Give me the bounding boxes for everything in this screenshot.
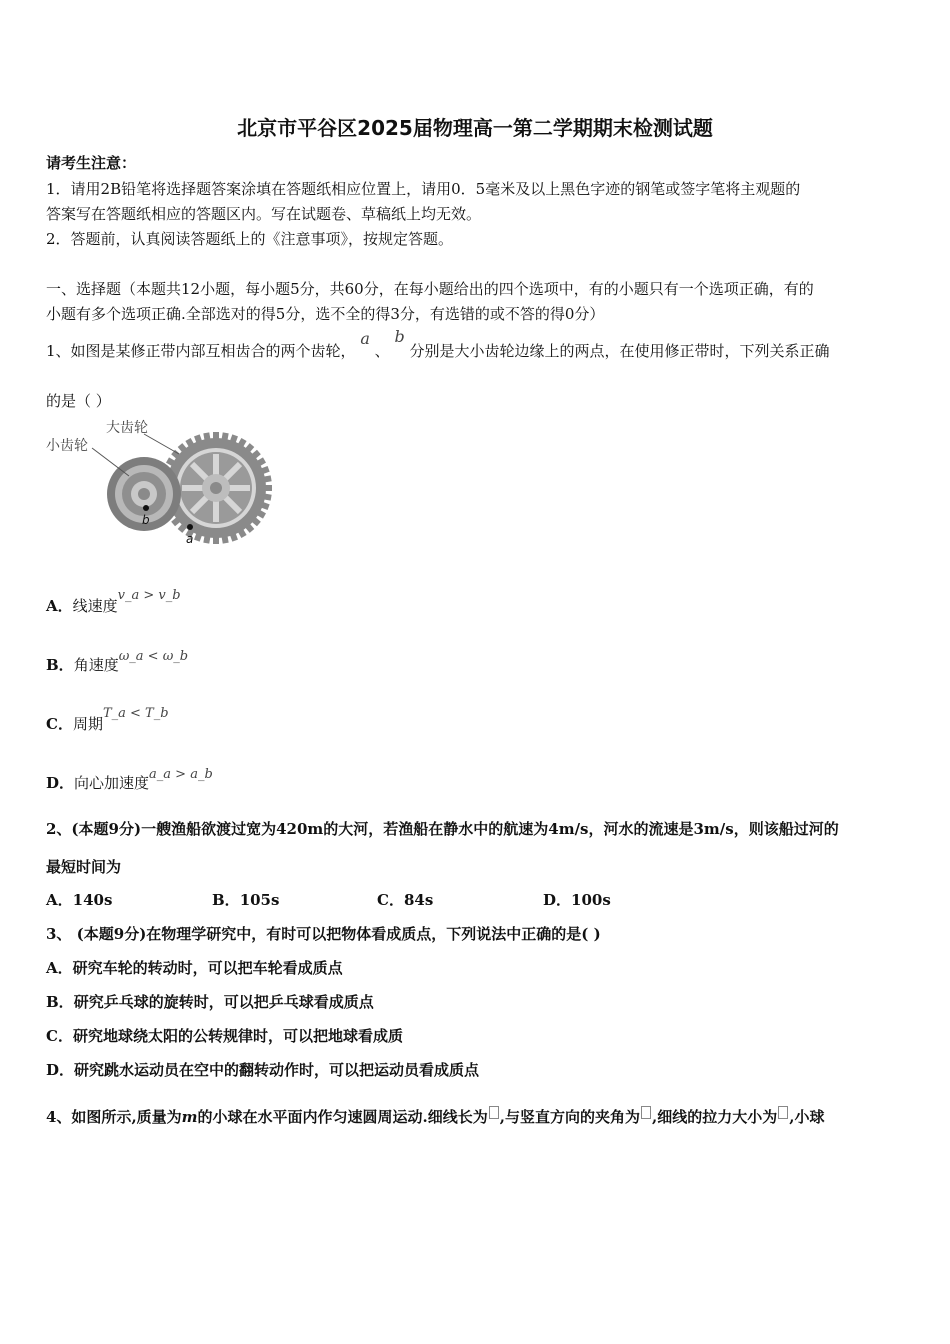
q3-option-d[interactable] bbox=[46, 1059, 479, 1080]
option-text: 140s bbox=[72, 891, 113, 909]
notice-line-2: 2．答题前，认真阅读答题纸上的《注意事项》，按规定答题。 bbox=[46, 230, 454, 248]
label-large-gear: 大齿轮 bbox=[106, 420, 148, 436]
q4-text-4: ,细线的拉力大小为 bbox=[652, 1108, 778, 1126]
option-label: C． bbox=[46, 715, 73, 733]
gear-illustration bbox=[44, 416, 274, 551]
option-label: B． bbox=[46, 656, 74, 674]
option-label: B． bbox=[46, 993, 74, 1011]
q3-option-a[interactable] bbox=[46, 957, 343, 978]
option-text: 周期 bbox=[72, 715, 103, 733]
question-1-stem bbox=[46, 327, 830, 361]
missing-symbol-icon bbox=[641, 1106, 651, 1119]
question-3-stem: 3、 (本题9分)在物理学研究中，有时可以把物体看成质点，下列说法中正确的是( ) bbox=[46, 925, 601, 943]
option-label: D． bbox=[543, 891, 572, 909]
option-text: 研究车轮的转动时，可以把车轮看成质点 bbox=[72, 959, 343, 977]
option-math: ω_a < ω_b bbox=[118, 649, 189, 664]
gear-figure bbox=[44, 416, 274, 551]
notice-heading: 请考生注意： bbox=[46, 154, 137, 172]
q1-option-d[interactable] bbox=[46, 767, 213, 793]
label-point-b: b bbox=[142, 513, 150, 527]
var-a: a bbox=[360, 329, 370, 348]
q3-option-b[interactable] bbox=[46, 991, 374, 1012]
label-small-gear: 小齿轮 bbox=[46, 438, 88, 454]
option-text: 研究跳水运动员在空中的翻转动作时，可以把运动员看成质点 bbox=[74, 1061, 480, 1079]
page-title: 北京市平谷区2025届物理高一第二学期期末检测试题 bbox=[237, 116, 713, 140]
question-2-stem: 2、(本题9分)一艘渔船欲渡过宽为420m的大河，若渔船在静水中的航速为4m/s，河水的流速是3m/s，则该船过河的 bbox=[46, 820, 839, 838]
option-text: 线速度 bbox=[72, 597, 118, 615]
point-b-marker bbox=[143, 505, 149, 511]
option-math: T_a < T_b bbox=[102, 706, 169, 721]
question-2-stem-end: 最短时间为 bbox=[46, 858, 122, 876]
q4-text-1: 4、如图所示,质量为 bbox=[46, 1108, 182, 1126]
section-instructions-2: 小题有多个选项正确.全部选对的得5分，选不全的得3分，有选错的或不答的得0分） bbox=[46, 305, 605, 323]
q4-text-5: ,小球 bbox=[789, 1108, 825, 1126]
option-label: C． bbox=[377, 891, 404, 909]
q4-text-2: 的小球在水平面内作匀速圆周运动.细线长为 bbox=[197, 1108, 488, 1126]
q2-option-d[interactable] bbox=[543, 889, 611, 910]
separator: 、 bbox=[374, 342, 390, 360]
point-a-marker bbox=[187, 524, 193, 530]
question-1-text-a: 1、如图是某修正带内部互相齿合的两个齿轮， bbox=[46, 342, 356, 360]
q1-option-b[interactable] bbox=[46, 649, 189, 675]
q4-text-3: ,与竖直方向的夹角为 bbox=[499, 1108, 641, 1126]
option-text: 向心加速度 bbox=[74, 774, 150, 792]
option-text: 研究乒乓球的旋转时，可以把乒乓球看成质点 bbox=[73, 993, 374, 1011]
q3-option-c[interactable] bbox=[46, 1025, 403, 1046]
question-4-stem bbox=[46, 1106, 824, 1127]
missing-symbol-icon bbox=[778, 1106, 788, 1119]
var-m: m bbox=[181, 1108, 198, 1126]
missing-symbol-icon bbox=[489, 1106, 499, 1119]
option-label: A． bbox=[46, 891, 73, 909]
option-text: 105s bbox=[239, 891, 280, 909]
option-math: v_a > v_b bbox=[117, 588, 181, 603]
section-instructions-1: 一、选择题（本题共12小题，每小题5分，共60分，在每小题给出的四个选项中，有的小题只有一个选项正确，有的 bbox=[46, 280, 814, 298]
notice-line-1a: 1．请用2B铅笔将选择题答案涂填在答题纸相应位置上，请用0．5毫米及以上黑色字迹的钢笔或签字笔将主观题的 bbox=[46, 180, 801, 198]
option-text: 研究地球绕太阳的公转规律时，可以把地球看成质 bbox=[72, 1027, 403, 1045]
option-label: D． bbox=[46, 774, 75, 792]
var-b: b bbox=[394, 327, 405, 346]
q1-option-a[interactable] bbox=[46, 588, 181, 616]
label-point-a: a bbox=[186, 532, 194, 546]
option-text: 角速度 bbox=[73, 656, 119, 674]
option-text: 84s bbox=[403, 891, 434, 909]
option-label: D． bbox=[46, 1061, 75, 1079]
option-label: C． bbox=[46, 1027, 73, 1045]
q2-option-b[interactable] bbox=[212, 889, 279, 910]
q1-option-c[interactable] bbox=[46, 706, 169, 734]
option-label: A． bbox=[46, 597, 73, 615]
option-label: B． bbox=[212, 891, 240, 909]
question-1-stem-end: 的是（ ） bbox=[46, 392, 111, 410]
option-text: 100s bbox=[571, 891, 611, 909]
q2-option-c[interactable] bbox=[377, 889, 433, 910]
q2-option-a[interactable] bbox=[46, 889, 112, 910]
option-math: a_a > a_b bbox=[149, 767, 213, 782]
notice-line-1b: 答案写在答题纸相应的答题区内。写在试题卷、草稿纸上均无效。 bbox=[46, 205, 482, 223]
question-1-text-b: 分别是大小齿轮边缘上的两点，在使用修正带时，下列关系正确 bbox=[409, 342, 830, 360]
option-label: A． bbox=[46, 959, 73, 977]
